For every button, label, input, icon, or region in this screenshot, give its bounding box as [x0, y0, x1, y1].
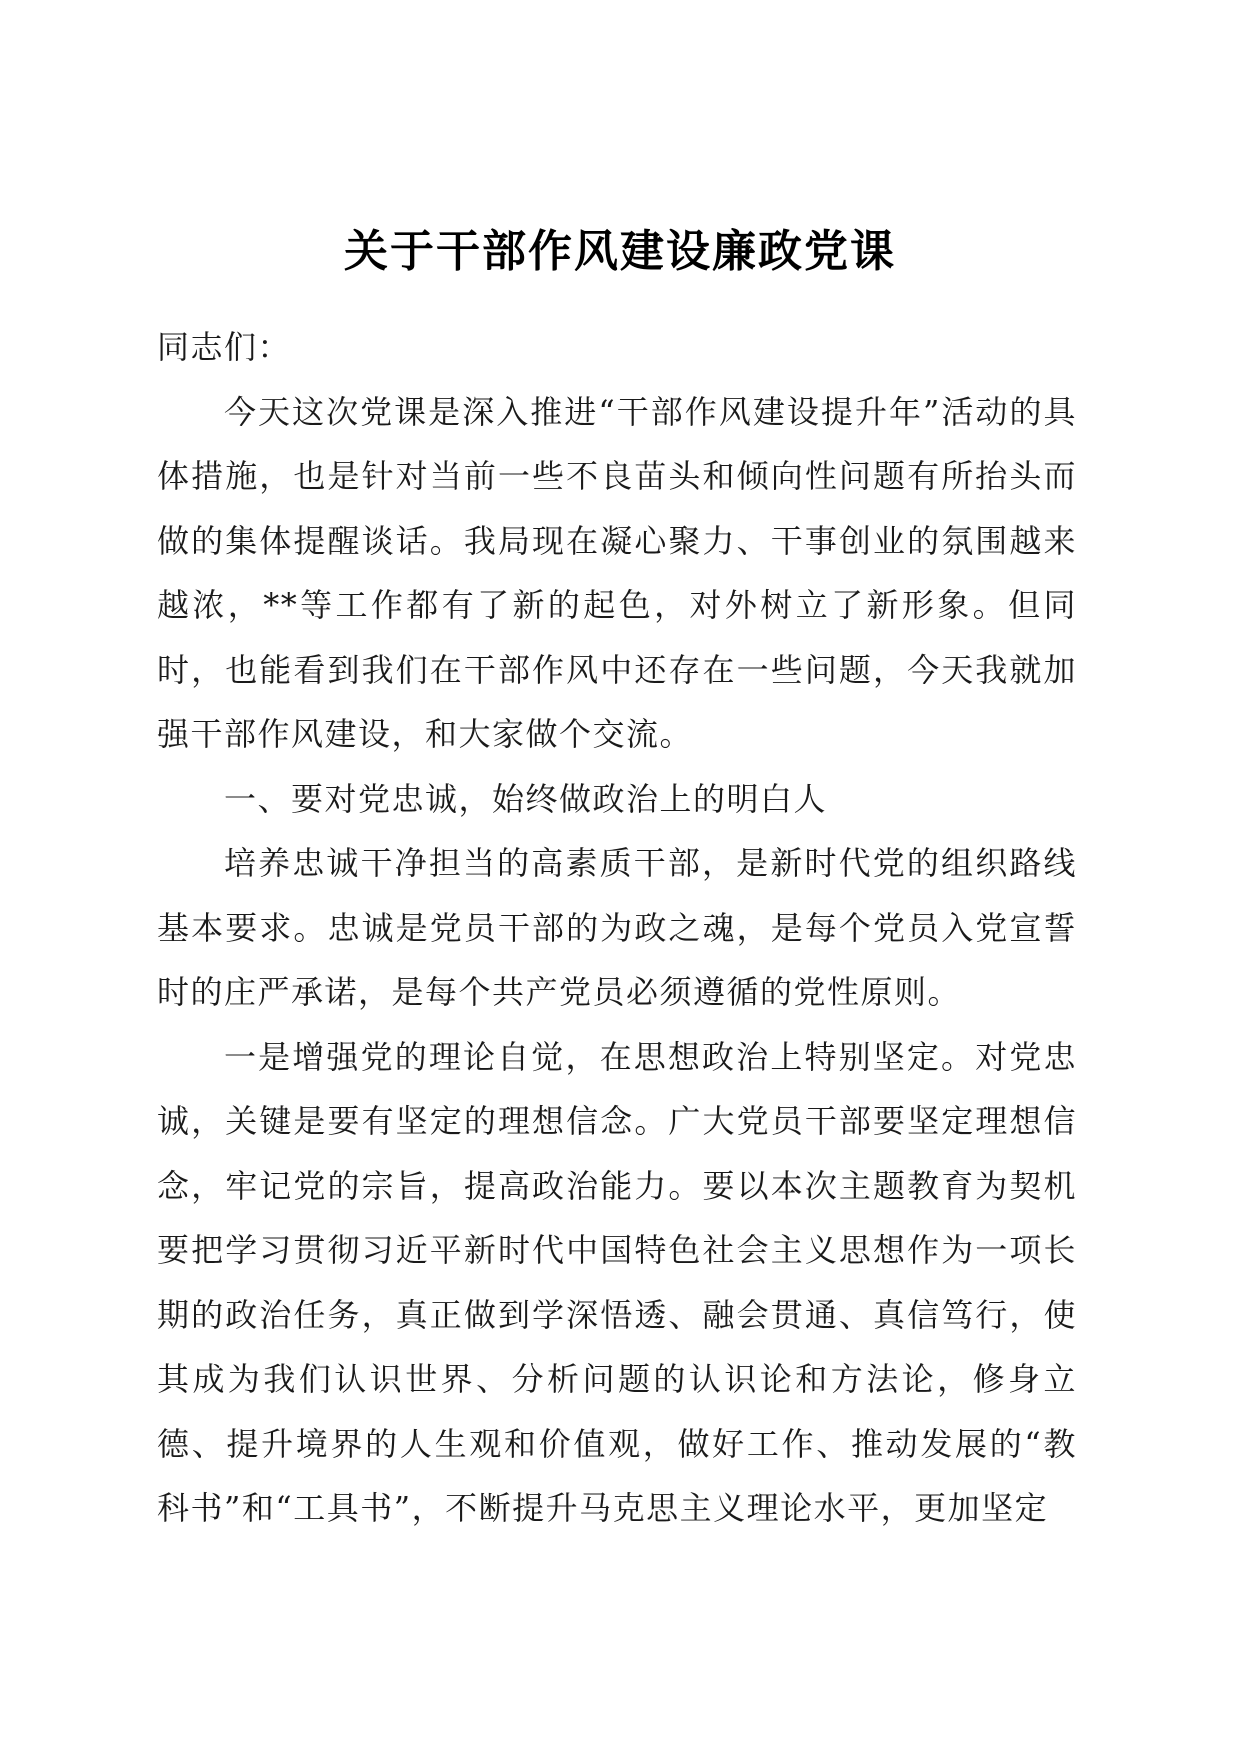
paragraph-theory: 一是增强党的理论自觉，在思想政治上特别坚定。对党忠诚，关键是要有坚定的理想信念。广大党员干部要坚定理想信念，牢记党的宗旨，提高政治能力。要以本次主题教育为契机要把学习贯彻习近平新时代中国特色社会主义思想作为一项长期的政治任务，真正做到学深悟透、融会贯通、真信笃行，使其成为我们认识世界、分析问题的认识论和方法论，修身立德、提升境界的人生观和价值观，做好工作、推动发展的“教科书”和“工具书”，不断提升马克思主义理论水平，更加坚定 — [157, 1037, 1077, 1527]
document-title: 关于干部作风建设廉政党课 — [344, 226, 896, 277]
section-heading-1: 一、要对党忠诚，始终做政治上的明白人 — [224, 779, 828, 818]
salutation: 同志们： — [157, 328, 292, 366]
document-body — [157, 315, 1077, 1541]
paragraph-loyalty: 培养忠诚干净担当的高素质干部，是新时代党的组织路线基本要求。忠诚是党员干部的为政之魂，是每个党员入党宣誓时的庄严承诺，是每个共产党员必须遵循的党性原则。 — [157, 844, 1077, 1011]
paragraph-intro: 今天这次党课是深入推进“干部作风建设提升年”活动的具体措施，也是针对当前一些不良苗头和倾向性问题有所抬头而做的集体提醒谈话。我局现在凝心聚力、干事创业的氛围越来越浓，**等工作都有了新的起色，对外树立了新形象。但同时，也能看到我们在干部作风中还存在一些问题，今天我就加强干部作风建设，和大家做个交流。 — [157, 392, 1077, 753]
